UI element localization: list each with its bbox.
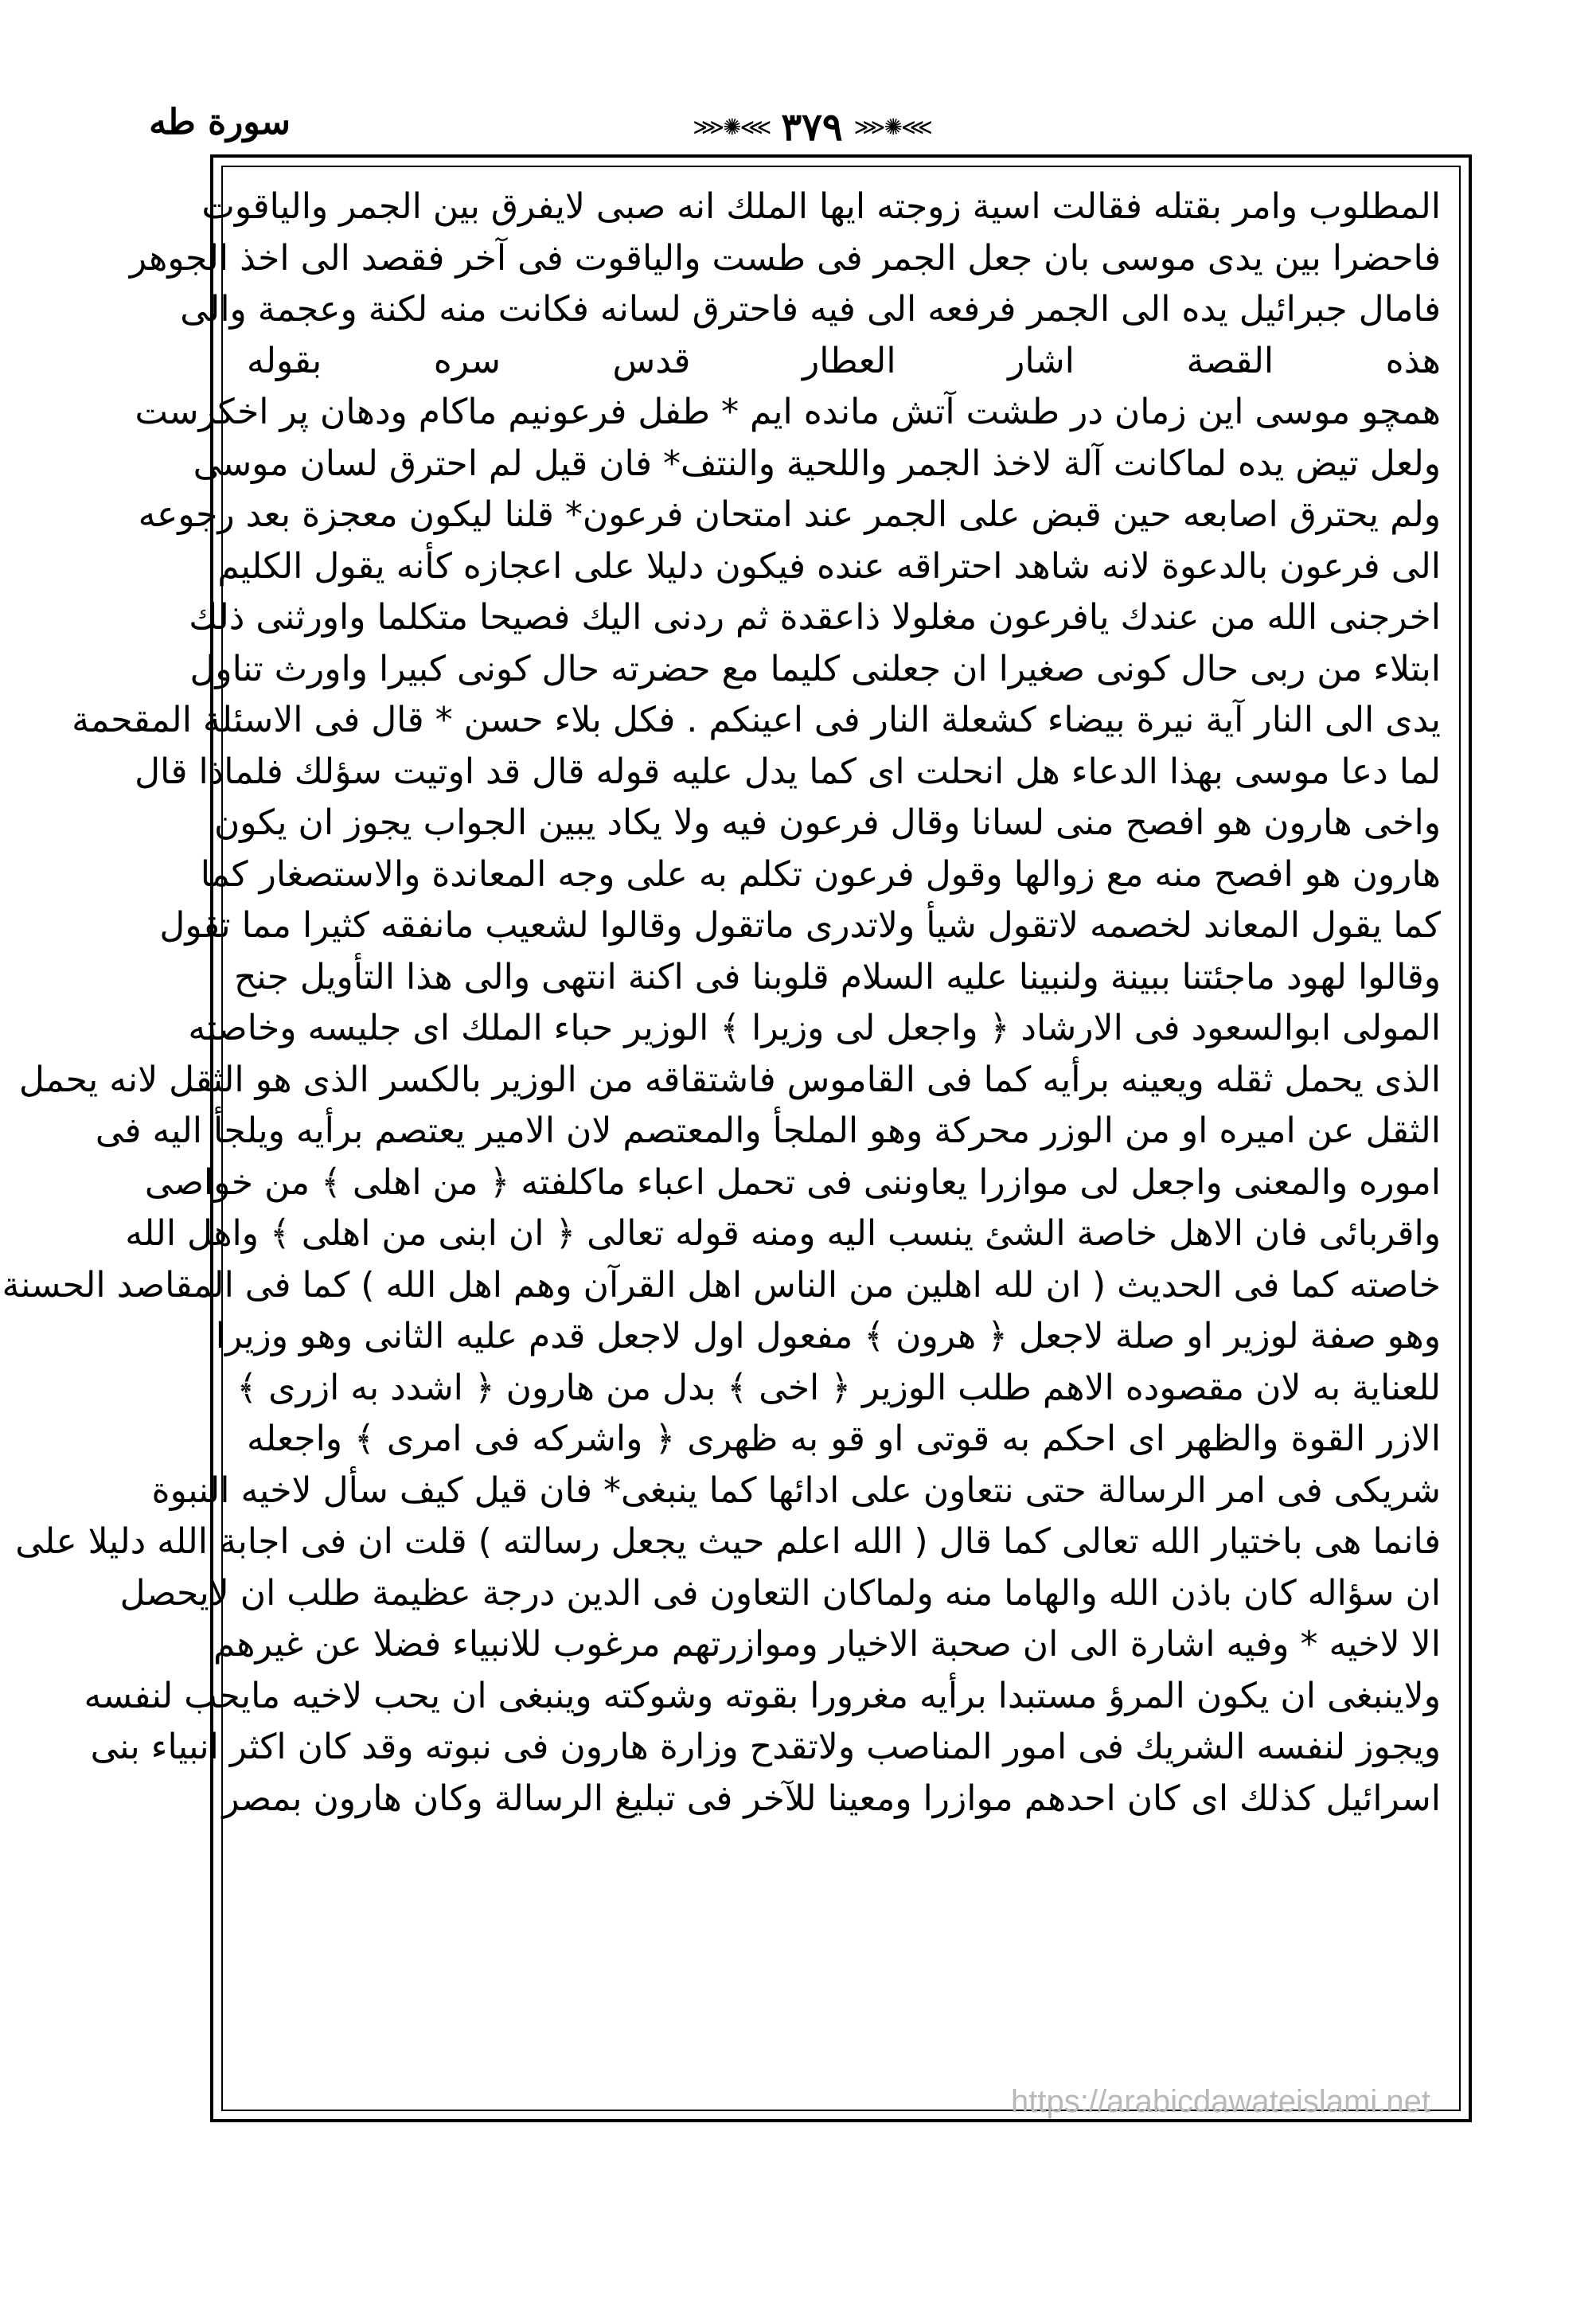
text-line: ان سؤاله كان باذن الله والهاما منه ولماكان التعاون فى الدين درجة عظيمة طلب ان لايحصل [119, 1572, 1441, 1614]
text-line: المولى ابوالسعود فى الارشاد ﴿ واجعل لى وزيرا ﴾ الوزير حباء الملك اى جليسه وخاصته [188, 1008, 1441, 1048]
text-line: الازر القوة والظهر اى احكم به قوتى او قو به ظهرى ﴿ واشركه فى امرى ﴾ واجعله [247, 1419, 1441, 1459]
text-line: ابتلاء من ربى حال كونى صغيرا ان جعلنى كليما مع حضرته حال كونى كبيرا واورث تناول [189, 648, 1441, 689]
text-line: الى فرعون بالدعوة لانه شاهد احتراقه عنده فيكون دليلا على اعجازه كأنه يقول الكليم [217, 545, 1441, 587]
text-line: فانما هى باختيار الله تعالى كما قال ( الله اعلم حيث يجعل رسالته ) قلت ان فى اجابة الله دليلا على [15, 1521, 1441, 1562]
text-line: الا لاخيه * وفيه اشارة الى ان صحبة الاخيار وموازرتهم مرغوب للانبياء فضلا عن غيرهم [213, 1624, 1441, 1665]
ornament-icon: ⋙✺⋘ [693, 114, 771, 140]
text-line: اخرجنى الله من عندك يافرعون مغلولا ذاعقدة ثم ردنى اليك فصيحا متكلما واورثنى ذلك [189, 597, 1441, 638]
text-line: يدى الى النار آية نيرة بيضاء كشعلة النار فى اعينكم . فكل بلاء حسن * قال فى الاسئلة المقحمة [72, 700, 1441, 740]
text-line: همچو موسى اين زمان در طشت آتش مانده ايم * طفل فرعونيم ماكام ودهان پر اخكرست [135, 392, 1441, 432]
text-line: ولم يحترق اصابعه حين قبض على الجمر عند امتحان فرعون* قلنا ليكون معجزة بعد رجوعه [138, 494, 1441, 535]
text-line: وهو صفة لوزير او صلة لاجعل ﴿ هرون ﴾ مفعول اول لاجعل قدم عليه الثانى وهو وزيرا [215, 1316, 1441, 1356]
surah-title: سورة طه [149, 102, 291, 142]
text-line: اسرائيل كذلك اى كان احدهم موازرا ومعينا للآخر فى تبليغ الرسالة وكان هارون بمصر [222, 1778, 1441, 1819]
text-line: وقالوا لهود ماجئتنا ببينة ولنبينا عليه السلام قلوبنا فى اكنة انتهى والى هذا التأويل جنح [234, 956, 1441, 997]
text-line: الذى يحمل ثقله ويعينه برأيه كما فى القاموس فاشتقاقه من الوزير بالكسر الذى هو الثقل لانه يحمل [18, 1059, 1441, 1100]
page-number: ٣٧٩ [781, 105, 843, 150]
text-line: خاصته كما فى الحديث ( ان لله اهلين من الناس اهل القرآن وهم اهل الله ) كما فى المقاصد الحسنة [2, 1264, 1441, 1306]
text-line: للعناية به لان مقصوده الاهم طلب الوزير ﴿ اخى ﴾ بدل من هارون ﴿ اشدد به ازرى ﴾ [236, 1367, 1441, 1408]
page-number-block [693, 102, 931, 153]
text-line: هارون هو افصح منه مع زوالها وقول فرعون تكلم به على وجه المعاندة والاستصغار كما [200, 853, 1441, 895]
text-line: هذه القصة اشار العطار قدس سره بقوله [247, 340, 1441, 381]
text-line: واقربائى فان الاهل خاصة الشئ ينسب اليه ومنه قوله تعالى ﴿ ان ابنى من اهلى ﴾ واهل الله [125, 1213, 1441, 1254]
text-line: ويجوز لنفسه الشريك فى امور المناصب ولاتقدح وزارة هارون فى نبوته وقد كان اكثر انبياء بنى [90, 1727, 1441, 1767]
text-line: ولاينبغى ان يكون المرؤ مستبدا برأيه مغرورا بقوته وشوكته وينبغى ان يحب لاخيه مايحب لنفسه [84, 1675, 1441, 1716]
text-line: واخى هارون هو افصح منى لسانا وقال فرعون فيه ولا يكاد يبين الجواب يجوز ان يكون [213, 802, 1441, 843]
text-line: ولعل تيض يده لماكانت آلة لاخذ الجمر واللحية والنتف* فان قيل لم احترق لسان موسى [193, 443, 1441, 484]
text-line: اموره والمعنى واجعل لى موازرا يعاوننى فى تحمل اعباء ماكلفته ﴿ من اهلى ﴾ من خواصى [144, 1161, 1441, 1203]
text-line: الثقل عن اميره او من الوزر محركة وهو الملجأ والمعتصم لان الامير يعتصم برأيه ويلجأ اليه فى [95, 1110, 1441, 1151]
text-line: المطلوب وامر بقتله فقالت اسية زوجته ايها الملك انه صبى لايفرق بين الجمر والياقوت [201, 186, 1441, 227]
text-line: لما دعا موسى بهذا الدعاء هل انحلت اى كما يدل عليه قوله قال قد اوتيت سؤلك فلماذا قال [135, 751, 1441, 792]
text-line: فامال جبرائيل يده الى الجمر فرفعه الى فيه فاحترق لسانه فكانت منه لكنة وعجمة والى [180, 289, 1441, 330]
text-line: كما يقول المعاند لخصمه لاتقول شيأ ولاتدرى ماتقول وقالوا لشعيب مانفقه كثيرا مما تقول [159, 905, 1441, 946]
ornament-icon: ⋙✺⋘ [853, 114, 931, 140]
text-line: شريكى فى امر الرسالة حتى نتعاون على ادائها كما ينبغى* فان قيل كيف سأل لاخيه النبوة [151, 1470, 1441, 1511]
watermark-url: https://arabicdawateislami.net [1011, 2084, 1430, 2119]
page-header [0, 0, 1596, 151]
text-line: فاحضرا بين يدى موسى بان جعل الجمر فى طست والياقوت فى آخر فقصد الى اخذ الجوهر [129, 237, 1441, 279]
page-body [2, 182, 1441, 1825]
